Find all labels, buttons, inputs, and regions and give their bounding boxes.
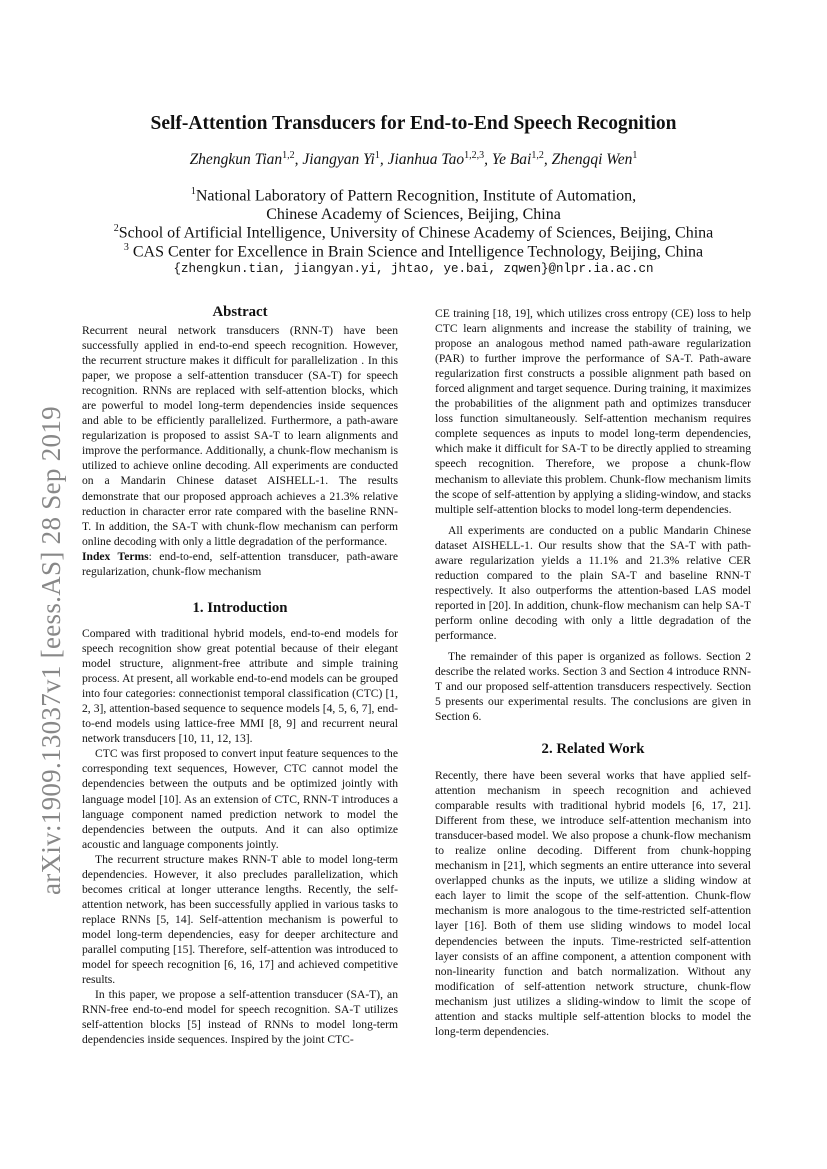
introduction-heading: 1. Introduction <box>192 600 288 616</box>
introduction-body <box>82 626 398 1047</box>
abstract-heading: Abstract <box>212 304 268 320</box>
author: Jiangyan Yi$^1$, <box>302 150 388 169</box>
abstract-text: Recurrent neural network transducers (RNN-T) have been successfully applied in end-to-end speech recognition. However, the recurrent structure makes it difficult for parallelization . In this paper, we propose a self-attention transducer (SA-T) for speech recognition. RNNs are replaced with self-attention blocks, which are powerful to model long-term dependencies inside sequences and able to be efficiently parallelized. Furthermore, a path-aware regularization is proposed to assist SA-T to learn alignments and improve the performance. Additionally, a chunk-flow mechanism is utilized to achieve online decoding. All experiments are conducted on a Mandarin Chinese dataset AISHELL-1. The results demonstrate that our proposed approach achieves a 21.3% relative reduction in character error rate compared with the baseline RNN-T. In addition, the SA-T with chunk-flow mechanism can perform online decoding with only a little degradation of the performance. <box>82 324 398 548</box>
intro-paragraph-4: In this paper, we propose a self-attention transducer (SA-T), an RNN-free end-to-end model for speech recognition. SA-T utilizes self-attention blocks [5] instead of RNNs to model long-term dependencies inside sequences. Inspired by the joint CTC- <box>82 988 398 1047</box>
paper-title: Self-Attention Transducers for End-to-End Speech Recognition <box>150 113 677 134</box>
author: Zhengqi Wen$^1$ <box>551 150 638 169</box>
introduction-body-continued <box>435 306 751 724</box>
author: Jianhua Tao$^{1,2,3}$, <box>387 150 492 169</box>
author: Zhengkun Tian$^{1,2}$, <box>189 150 303 169</box>
affiliation-3: $^3$ CAS Center for Excellence in Brain Science and Intelligence Technology, Beijing, China <box>123 242 704 261</box>
author-emails: {zhengkun.tian, jiangyan.yi, jhtao, ye.bai, zqwen}@nlpr.ia.ac.cn <box>173 262 654 276</box>
index-terms: Index Terms: end-to-end, self-attention transducer, path-aware regularization, chunk-flow mechanism <box>82 549 398 578</box>
author-list <box>0 150 827 169</box>
abstract-body <box>82 323 398 579</box>
affiliation-2: $^2$School of Artificial Intelligence, University of Chinese Academy of Sciences, Beijing, China <box>113 223 714 242</box>
intro-paragraph-4-continued: CE training [18, 19], which utilizes cross entropy (CE) loss to help CTC learn alignments and increase the stability of training, we propose an analogous method named path-aware regularization (PAR) to further improve the performance of SA-T. Path-aware regularization first constructs a possible alignment path based on forced alignment and target sequence. During training, it maximizes the probabilities of the alignment path and optimizes transducer loss function simultaneously. Self-attention mechanism requires complete sequences as inputs to model long-term dependencies, which make it difficult for SA-T to be directly applied to streaming speech recognition. Therefore, we propose a chunk-flow mechanism to alleviate this problem. Chunk-flow mechanism limits the scope of self-attention by applying a sliding-window, and stacks multiple self-attention blocks to model long-term dependencies. <box>435 307 751 516</box>
affiliation-1-line2: Chinese Academy of Sciences, Beijing, China <box>266 206 561 223</box>
related-work-paragraph-1: Recently, there have been several works that have applied self-attention mechanism in speech recognition and achieved comparable results with traditional hybrid models [6, 17, 21]. Different from these, we introduce self-attention mechanism into transducer-based model. We also propose a chunk-flow mechanism to realize online decoding. Different from chunk-hopping mechanism in [21], which segments an entire utterance into several overlapped chunks as the inputs, we utilize a sliding window at each layer to limit the scope of the self-attention. Chunk-flow mechanism is more analogous to the time-restricted self-attention layer [16]. Both of them use sliding windows to model local dependencies between the inputs. Time-restricted self-attention layer consists of an affine component, a attention component with non-linearity function and batch normalization. Without any modification of self-attention network structure, chunk-flow mechanism just utilizes a sliding-window to limit the scope of attention and stacks multiple self-attention blocks to model the long-term dependencies. <box>435 769 751 1038</box>
related-work-body <box>435 768 751 1039</box>
related-work-heading: 2. Related Work <box>541 741 645 757</box>
intro-paragraph-3: The recurrent structure makes RNN-T able to model long-term dependencies. However, it also precludes parallelization, which becomes critical at longer utterance lengths. Recently, the self-attention network, has been successfully applied in various tasks to replace RNNs [5, 14]. Self-attention mechanism is powerful to model long-term dependencies, easy for deeper architecture and parallel computing [15]. Therefore, self-attention was introduced to model for speech recognition [6, 16, 17] and achieved competitive results. <box>82 852 398 987</box>
intro-paragraph-6: The remainder of this paper is organized as follows. Section 2 describe the related works. Section 3 and Section 4 introduce RNN-T and our proposed self-attention transducers respectively. Section 5 presents our experimental results. The conclusions are given in Section 6. <box>435 650 751 724</box>
intro-paragraph-5: All experiments are conducted on a public Mandarin Chinese dataset AISHELL-1. Our results show that the SA-T with path-aware regularization yields a 11.1% and 21.3% relative CER reduction compared to the plain SA-T and baseline RNN-T respectively. It also outperforms the attention-based LAS model reported in [20]. In addition, chunk-flow mechanism can help SA-T perform online decoding with only a little degradation of the performance. <box>435 523 751 642</box>
intro-paragraph-2: CTC was first proposed to convert input feature sequences to the corresponding text sequences, However, CTC cannot model the dependencies between the outputs and be optimized jointly with language model [10]. As an extension of CTC, RNN-T introduces a language component named prediction network to model the dependencies between the outputs. And it can also optimize acoustic and language components jointly. <box>82 747 398 851</box>
author: Ye Bai$^{1,2}$, <box>491 150 552 169</box>
affiliation-1: $^1$National Laboratory of Pattern Recognition, Institute of Automation, <box>190 186 637 205</box>
arxiv-identifier: arXiv:1909.13037v1 [eess.AS] 28 Sep 2019 <box>36 406 66 895</box>
intro-paragraph-1: Compared with traditional hybrid models, end-to-end models for speech recognition show great potential because of their elegant model structure, alignment-free attribute and simple training process. At present, all workable end-to-end models can be grouped into four categories: connectionist temporal classification (CTC) [1, 2, 3], attention-based sequence to sequence models [4, 5, 6, 7], end-to-end models using lattice-free MMI [8, 9] and recurrent neural network transducers [10, 11, 12, 13]. <box>82 627 398 746</box>
